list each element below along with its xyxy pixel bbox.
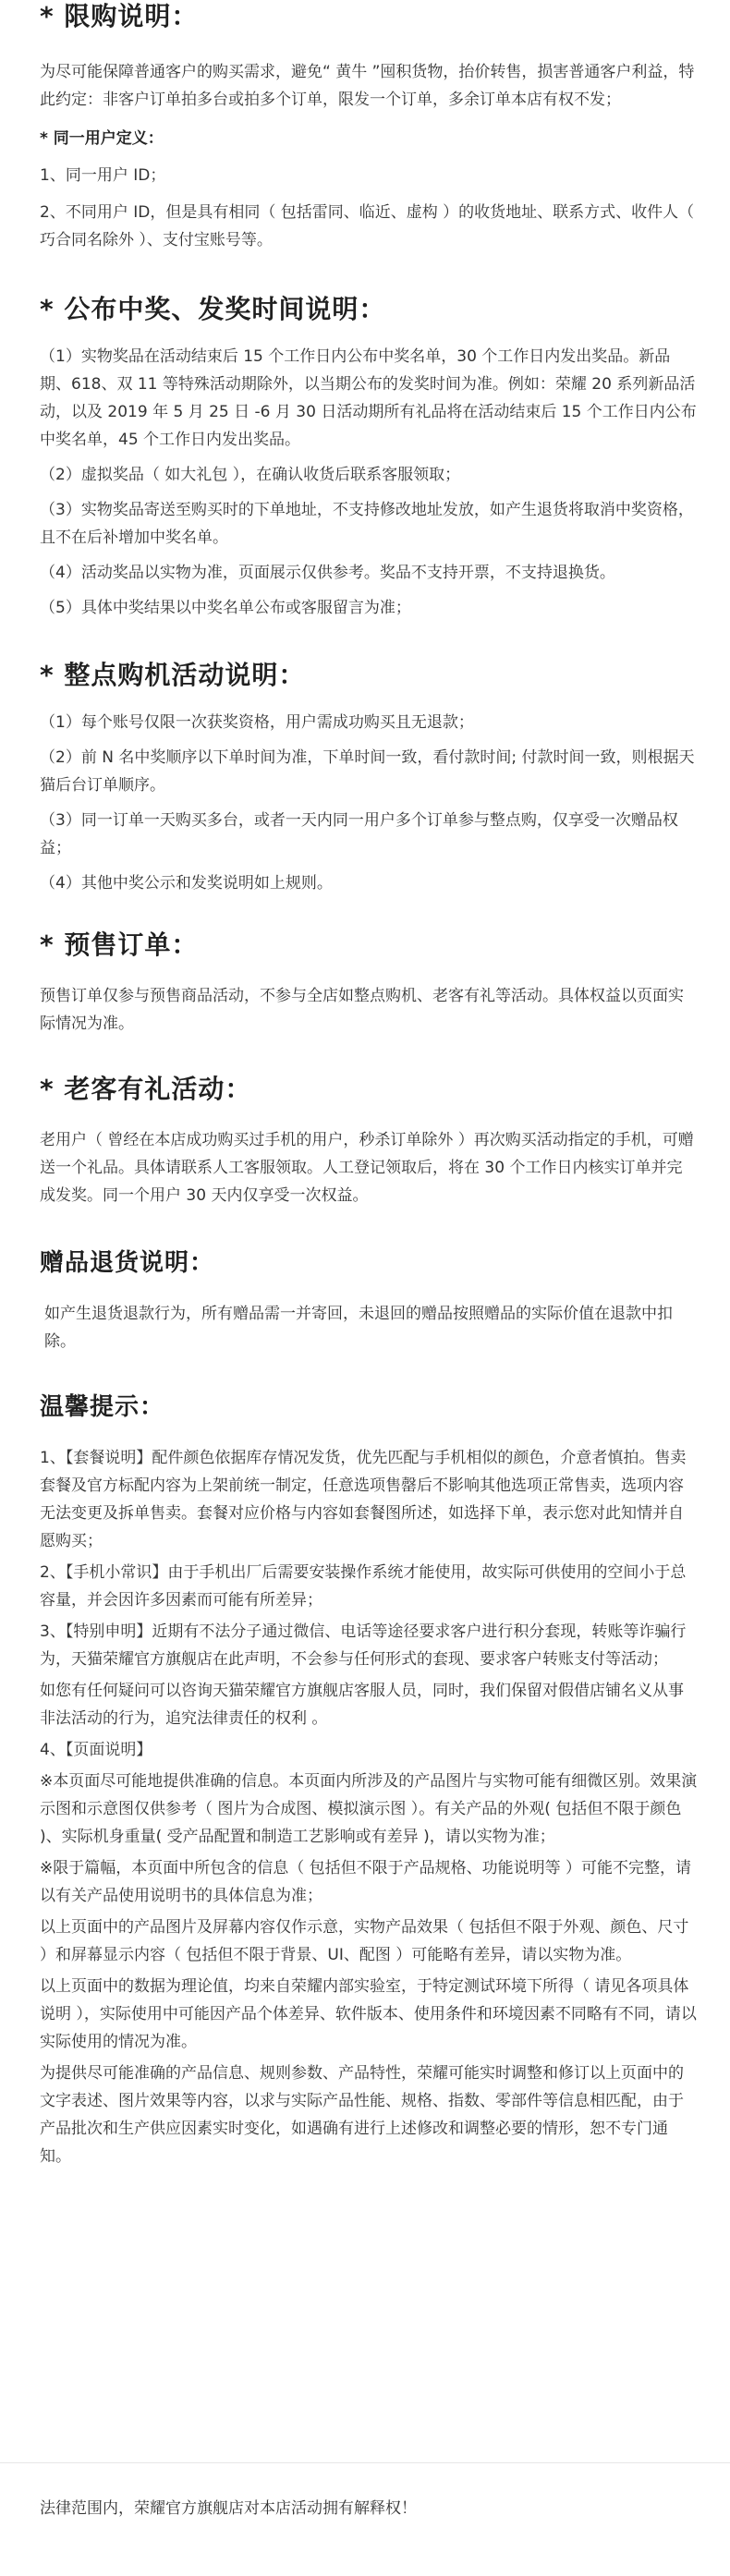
paragraph: 1、【套餐说明】配件颜色依据库存情况发货，优先匹配与手机相似的颜色，介意者慎拍。售卖套餐及官方标配内容为上架前统一制定，任意选项售罄后不影响其他选项正常售卖，选项内容无法变更及拆单售卖。套餐对应价格与内容如套餐图所述，如选择下单，表示您对此知情并自愿购买； xyxy=(40,1449,687,1550)
section-flash-sale xyxy=(40,659,698,897)
paragraph: （3）实物奖品寄送至购买时的下单地址，不支持修改地址发放，如产生退货将取消中奖资格，且不在后补增加中奖名单。 xyxy=(40,501,694,547)
section-title-loyal-customer: * 老客有礼活动： xyxy=(40,1074,252,1104)
paragraph: 1、同一用户 ID； xyxy=(40,166,166,185)
paragraph: 如产生退货退款行为，所有赠品需一并寄回，未退回的赠品按照赠品的实际价值在退款中扣除。 xyxy=(44,1305,673,1351)
paragraph: （2）虚拟奖品（ 如大礼包 ），在确认收货后联系客服领取； xyxy=(40,466,461,484)
footer-text: 法律范围内，荣耀官方旗舰店对本店活动拥有解释权！ xyxy=(40,2499,417,2518)
paragraph: （3）同一订单一天购买多台，或者一天内同一用户多个订单参与整点购，仅享受一次赠品权益； xyxy=(40,811,678,857)
paragraph: 如您有任何疑问可以咨询天猫荣耀官方旗舰店客服人员，同时，我们保留对假借店铺名义从事非法活动的行为，追究法律责任的权利 。 xyxy=(40,1682,684,1728)
section-loyal-customer xyxy=(40,1073,698,1209)
paragraph: ※本页面尽可能地提供准确的信息。本页面内所涉及的产品图片与实物可能有细微区别。效果演示图和示意图仅供参考（ 图片为合成图、模拟演示图 ）。有关产品的外观( 包括但不限于颜色 )、实际机身重量( 受产品配置和制造工艺影响或有差异 )，请以实物为准； xyxy=(40,1772,698,1846)
paragraph: （4）其他中奖公示和发奖说明如上规则。 xyxy=(40,874,333,893)
section-title-flash-sale: * 整点购机活动说明： xyxy=(40,660,306,690)
paragraph: 以上页面中的数据为理论值，均来自荣耀内部实验室，于特定测试环境下所得（ 请见各项具体说明 ），实际使用中可能因产品个体差异、软件版本、使用条件和环境因素不同略有不同，请以实际使用的情况为准。 xyxy=(40,1977,697,2051)
footer-divider xyxy=(0,2462,730,2463)
section-title-award-announcement: * 公布中奖、发奖时间说明： xyxy=(40,294,386,324)
paragraph: 以上页面中的产品图片及屏幕内容仅作示意，实物产品效果（ 包括但不限于外观、颜色、尺寸 ）和屏幕显示内容（ 包括但不限于背景、UI、配图 ）可能略有差异，请以实物为准。 xyxy=(40,1918,689,1964)
paragraph: 为尽可能保障普通客户的购买需求，避免“ 黄牛 ”囤积货物，抬价转售，损害普通客户利益，特此约定：非客户订单拍多台或拍多个订单，限发一个订单，多余订单本店有权不发； xyxy=(40,63,695,109)
paragraph: （5）具体中奖结果以中奖名单公布或客服留言为准； xyxy=(40,599,411,617)
paragraph: 2、【手机小常识】由于手机出厂后需要安装操作系统才能使用，故实际可供使用的空间小于总容量，并会因许多因素而可能有所差异； xyxy=(40,1563,687,1610)
section-presale xyxy=(40,929,698,1038)
section-tips xyxy=(40,1391,698,2170)
section-title-tips: 温馨提示： xyxy=(40,1393,165,1421)
section-gift-return xyxy=(40,1246,698,1355)
section-award-announcement xyxy=(40,293,698,622)
section-title-purchase-limit: * 限购说明： xyxy=(40,1,199,31)
paragraph: 2、不同用户 ID，但是具有相同（ 包括雷同、临近、虚构 ）的收货地址、联系方式、收件人（ 巧合同名除外 ）、支付宝账号等。 xyxy=(40,203,695,249)
paragraph: * 同一用户定义： xyxy=(40,129,164,148)
paragraph: （1）实物奖品在活动结束后 15 个工作日内公布中奖名单，30 个工作日内发出奖品。新品期、618、双 11 等特殊活动期除外，以当期公布的发奖时间为准。例如：荣耀 20 系列新品活动，以及 2019 年 5 月 25 日 -6 月 30 日活动期所有礼品将在活动结束后 15 个工作日内公布中奖名单，45 个工作日内发出奖品。 xyxy=(40,347,697,449)
paragraph: （4）活动奖品以实物为准，页面展示仅供参考。奖品不支持开票，不支持退换货。 xyxy=(40,564,615,582)
paragraph: 4、【页面说明】 xyxy=(40,1741,152,1759)
section-title-gift-return: 赠品退货说明： xyxy=(40,1249,215,1277)
section-title-presale: * 预售订单： xyxy=(40,930,199,960)
paragraph: 预售订单仅参与预售商品活动，不参与全店如整点购机、老客有礼等活动。具体权益以页面实际情况为准。 xyxy=(40,987,684,1033)
paragraph: （1）每个账号仅限一次获奖资格，用户需成功购买且无退款； xyxy=(40,713,474,732)
paragraph: （2）前 N 名中奖顺序以下单时间为准，下单时间一致，看付款时间; 付款时间一致，则根据天猫后台订单顺序。 xyxy=(40,748,695,795)
paragraph: ※限于篇幅，本页面中所包含的信息（ 包括但不限于产品规格、功能说明等 ）可能不完整，请以有关产品使用说明书的具体信息为准； xyxy=(40,1859,692,1905)
section-purchase-limit xyxy=(40,0,698,254)
paragraph: 为提供尽可能准确的产品信息、规则参数、产品特性，荣耀可能实时调整和修订以上页面中的文字表述、图片效果等内容，以求与实际产品性能、规格、指数、零部件等信息相匹配，由于产品批次和生产供应因素实时变化，如遇确有进行上述修改和调整必要的情形，恕不专门通知。 xyxy=(40,2064,684,2166)
paragraph: 老用户（ 曾经在本店成功购买过手机的用户，秒杀订单除外 ）再次购买活动指定的手机，可赠送一个礼品。具体请联系人工客服领取。人工登记领取后，将在 30 个工作日内核实订单并完成发奖。同一个用户 30 天内仅享受一次权益。 xyxy=(40,1131,694,1205)
paragraph: 3、【特别申明】近期有不法分子通过微信、电话等途径要求客户进行积分套现，转账等诈骗行为，天猫荣耀官方旗舰店在此声明，不会参与任何形式的套现、要求客户转账支付等活动； xyxy=(40,1622,687,1669)
